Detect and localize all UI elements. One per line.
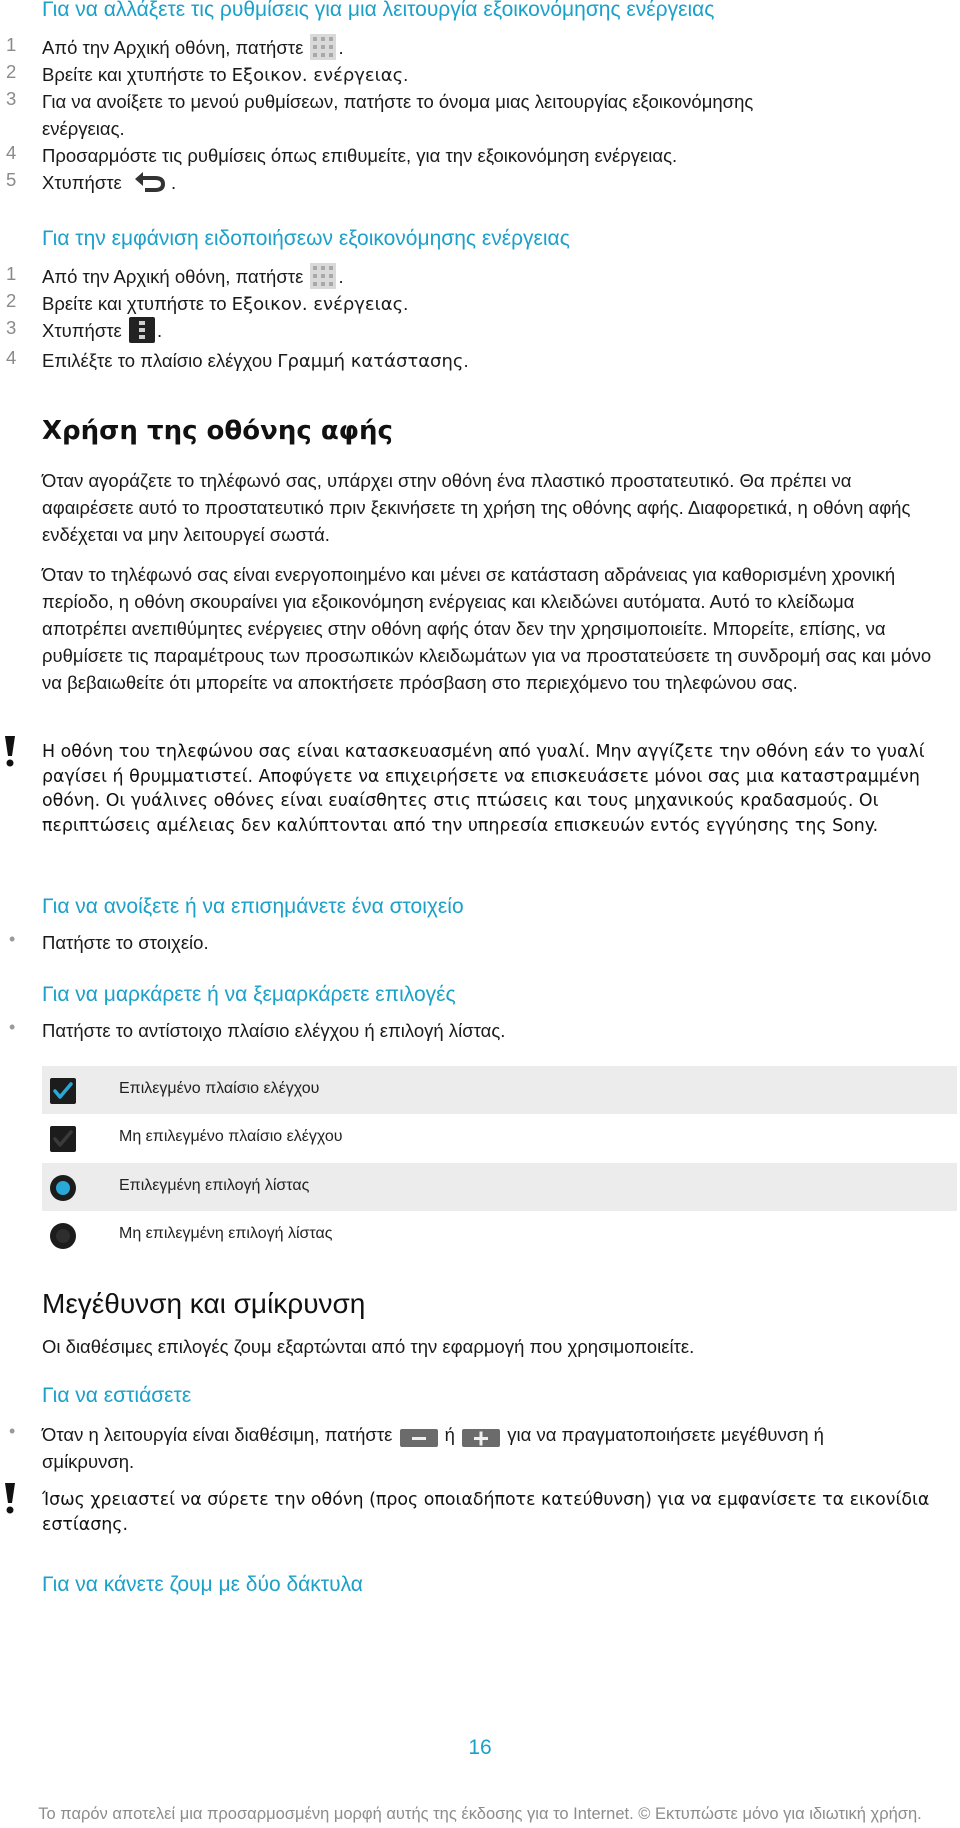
touchscreen-title: Χρήση της οθόνης αφής [42, 416, 393, 446]
apps-grid-icon [310, 34, 336, 60]
option-label: Μη επιλεγμένη επιλογή λίστας [119, 1225, 333, 1242]
step-number: 3 [6, 88, 17, 109]
apps-grid-icon [310, 263, 336, 289]
step-number: 5 [6, 169, 17, 190]
option-row-selected-radio [42, 1163, 957, 1211]
step-number: 2 [6, 290, 17, 311]
step-number: 3 [6, 317, 17, 338]
step-number: 4 [6, 142, 17, 163]
step-number: 2 [6, 61, 17, 82]
step-number: 1 [6, 34, 17, 55]
status-bar-option: Γραμμή κατάστασης [277, 351, 464, 372]
option-label: Επιλεγμένο πλαίσιο ελέγχου [119, 1080, 320, 1097]
bullet-mark: • [9, 929, 16, 949]
mark-options-heading: Για να μαρκάρετε ή να ξεμαρκάρετε επιλογές [42, 983, 456, 1006]
focus-heading: Για να εστιάσετε [42, 1384, 192, 1407]
power-saving-link: Εξοικον. ενέργειας [231, 65, 404, 86]
option-row-checked-checkbox [42, 1066, 957, 1114]
checkbox-unchecked-icon [49, 1125, 77, 1153]
zoom-title: Μεγέθυνση και σμίκρυνση [42, 1288, 366, 1319]
touchscreen-paragraph-2: Όταν το τηλέφωνό σας είναι ενεργοποιημένο και μένει σε κατάσταση αδράνειας για καθορισμένη χρονική περίοδο, η οθόνη σκουραίνει για εξοικονόμηση ενέργειας και κλειδώνει αυτόματα. Αυτό το κλείδωμα αποτρέπει ανεπιθύμητες ενέργειες στην οθόνη αφής όταν δεν την χρησιμοποιείτε. Μπορείτε, επίσης, να ρυθμίσετε τις παραμέτρους των προσωπικών κλειδωμάτων για να προστατεύσετε τη συνδρομή σας και μόνο να βεβαιωθείτε ότι μπορείτε να αποκτήσετε πρόσβαση στο περιεχόμενο του τηλεφώνου σας. [42, 564, 932, 693]
radio-selected-icon [49, 1174, 77, 1202]
touchscreen-paragraph-1: Όταν αγοράζετε το τηλέφωνό σας, υπάρχει στην οθόνη ένα πλαστικό προστατευτικό. Θα πρέπει να αφαιρέσετε αυτό το προστατευτικό πριν ξεκινήσετε τη χρήση της οθόνης αφής. Διαφορετικά, η οθόνη αφής ενδέχεται να μην λειτουργεί σωστά. [42, 470, 911, 545]
bullet-mark: • [9, 1017, 16, 1037]
option-row-unselected-radio [42, 1211, 957, 1259]
zoom-intro: Οι διαθέσιμες επιλογές ζουμ εξαρτώνται από την εφαρμογή που χρησιμοποιείτε. [42, 1336, 695, 1357]
power-settings-heading: Για να αλλάξετε τις ρυθμίσεις για μια λειτουργία εξοικονόμησης ενέργειας [42, 0, 715, 21]
open-item-heading: Για να ανοίξετε ή να επισημάνετε ένα στοιχείο [42, 895, 464, 918]
page-footer: Το παρόν αποτελεί μια προσαρμοσμένη μορφή αυτής της έκδοσης για το Internet. © Εκτυπώστε μόνο για ιδιωτική χρήση. [38, 1805, 922, 1823]
step-number: 1 [6, 263, 17, 284]
step-text: Από την Αρχική οθόνη, πατήστε [42, 37, 309, 58]
bullet-mark: • [9, 1421, 16, 1441]
notifications-heading: Για την εμφάνιση ειδοποιήσεων εξοικονόμησης ενέργειας [42, 227, 570, 250]
zoom-warning-text: Ίσως χρειαστεί να σύρετε την οθόνη (προς οποιαδήποτε κατεύθυνση) για να εμφανίσετε τα εικονίδια εστίασης. [42, 1490, 930, 1535]
radio-unselected-icon [49, 1222, 77, 1250]
zoom-out-icon [400, 1429, 438, 1447]
option-label: Επιλεγμένη επιλογή λίστας [119, 1177, 310, 1194]
warning-icon [3, 1483, 17, 1515]
back-icon [129, 169, 169, 195]
page-number: 16 [468, 1736, 492, 1759]
power-saving-link: Εξοικον. ενέργειας [231, 294, 404, 315]
option-label: Μη επιλεγμένο πλαίσιο ελέγχου [119, 1128, 343, 1145]
pinch-zoom-heading: Για να κάνετε ζουμ με δύο δάκτυλα [42, 1573, 363, 1596]
warning-icon [3, 736, 17, 768]
manual-page: Για να αλλάξετε τις ρυθμίσεις για μια λειτουργία εξοικονόμησης ενέργειας 1 Από την Αρχική οθόνη, πατήστε . 2 Βρείτε και χτυπήστε το Εξοικον. ενέργειας. 3 Για να ανοίξετε το μενού ρυθμίσεων, πατήστε το όνομα μιας λειτουργίας εξοικονόμησης ενέργειας. 4 Προσαρμόστε τις ρυθμίσεις όπως επιθυμείτε, για την εξοικονόμηση ενέργειας. 5 Χτυπήστε . Για την εμφάνιση ειδοποιήσεων εξοικονόμησης ενέργειας 1 Από την Αρχική οθόνη, πατήστε . 2 Βρείτε και χτυπήστε το Εξοικον. ενέργειας. 3 Χτυπήστε . 4 Επιλέξτε το πλαίσιο ελέγχου Γραμμή κατάστασης. Χρήση της οθόνης αφής Όταν αγοράζετε το τηλέφωνό σας, υπάρχει στην οθόνη ένα πλαστικό προστατευτικό. Θα πρέπει να αφαιρέσετε αυτό το προστατευτικό πριν ξεκινήσετε τη χρήση της οθόνης αφής. Διαφορετικά, η οθόνη αφής ενδέχεται να μην λειτουργεί σωστά. Όταν το τηλέφωνό σας είναι ενεργοποιημένο και μένει σε κατάσταση αδράνειας για καθορισμένη χρονική περίοδο, η οθόνη σκουραίνει για εξοικονόμηση ενέργειας και κλειδώνει αυτόματα. Αυτό το κλείδωμα αποτρέπει ανεπιθύμητες ενέργειες στην οθόνη αφής όταν δεν την χρησιμοποιείτε. Μπορείτε, επίσης, να ρυθμίσετε τις παραμέτρους των προσωπικών κλειδωμάτων για να προστατεύσετε τη συνδρομή σας και μόνο να βεβαιωθείτε ότι μπορείτε να αποκτήσετε πρόσβαση στο περιεχόμενο του τηλεφώνου σας. Η οθόνη του τηλεφώνου σας είναι κατασκευασμένη από γυαλί. Μην αγγίζετε την οθόνη εάν το γυαλί ραγίσει ή θρυμματιστεί. Αποφύγετε να επιχειρήσετε να επισκευάσετε μόνοι σας μια καταστραμμένη οθόνη. Οι γυάλινες οθόνες είναι ευαίσθητες στις πτώσεις και τους μηχανικούς κραδασμούς. Οι περιπτώσεις αμέλειας δεν καλύπτονται από την υπηρεσία επισκευών εντός εγγύησης της Sony. Για να ανοίξετε ή να επισημάνετε ένα στοιχείο • Πατήστε το στοιχείο. Για να μαρκάρετε ή να ξεμαρκάρετε επιλογές • Πατήστε το αντίστοιχο πλαίσιο ελέγχου ή επιλογή λίστας. Επιλεγμένο πλαίσιο ελέγχου Μη επιλεγμένο πλαίσιο ελέγχου Επιλεγμένη επιλογή λίστας Μη επιλεγμένη επιλογή λίστας Μεγέθυνση και σμίκρυνση Οι διαθέσιμες επιλογές ζουμ εξαρτώνται από την εφαρμογή που χρησιμοποιείτε. Για να εστιάσετε • Όταν η λειτουργία είναι διαθέσιμη, πατήστε ή για να πραγματοποιήσετε μεγέθυνση ή σμίκρυνση. Ίσως χρειαστεί να σύρετε την οθόνη (προς οποιαδήποτε κατεύθυνση) για να εμφανίσετε τα εικονίδια εστίασης. Για να κάνετε ζουμ με δύο δάκτυλα 16 Το παρόν αποτελεί μια προσαρμοσμένη μορφή αυτής της έκδοσης για το Internet. © Εκτυπώστε μόνο για ιδιωτική χρήση. [0, 0, 960, 1828]
menu-dots-icon [129, 317, 155, 343]
step-number: 4 [6, 347, 17, 368]
option-row-unchecked-checkbox [42, 1114, 957, 1162]
checkbox-checked-icon [49, 1077, 77, 1105]
glass-warning-text: Η οθόνη του τηλεφώνου σας είναι κατασκευασμένη από γυαλί. Μην αγγίζετε την οθόνη εάν το γυαλί ραγίσει ή θρυμματιστεί. Αποφύγετε να επιχειρήσετε να επισκευάσετε μόνοι σας μια καταστραμμένη οθόνη. Οι γυάλινες οθόνες είναι ευαίσθητες στις πτώσεις και τους μηχανικούς κραδασμούς. Οι περιπτώσεις αμέλειας δεν καλύπτονται από την υπηρεσία επισκευών εντός εγγύησης της Sony. [42, 742, 925, 836]
zoom-in-icon [462, 1429, 500, 1447]
